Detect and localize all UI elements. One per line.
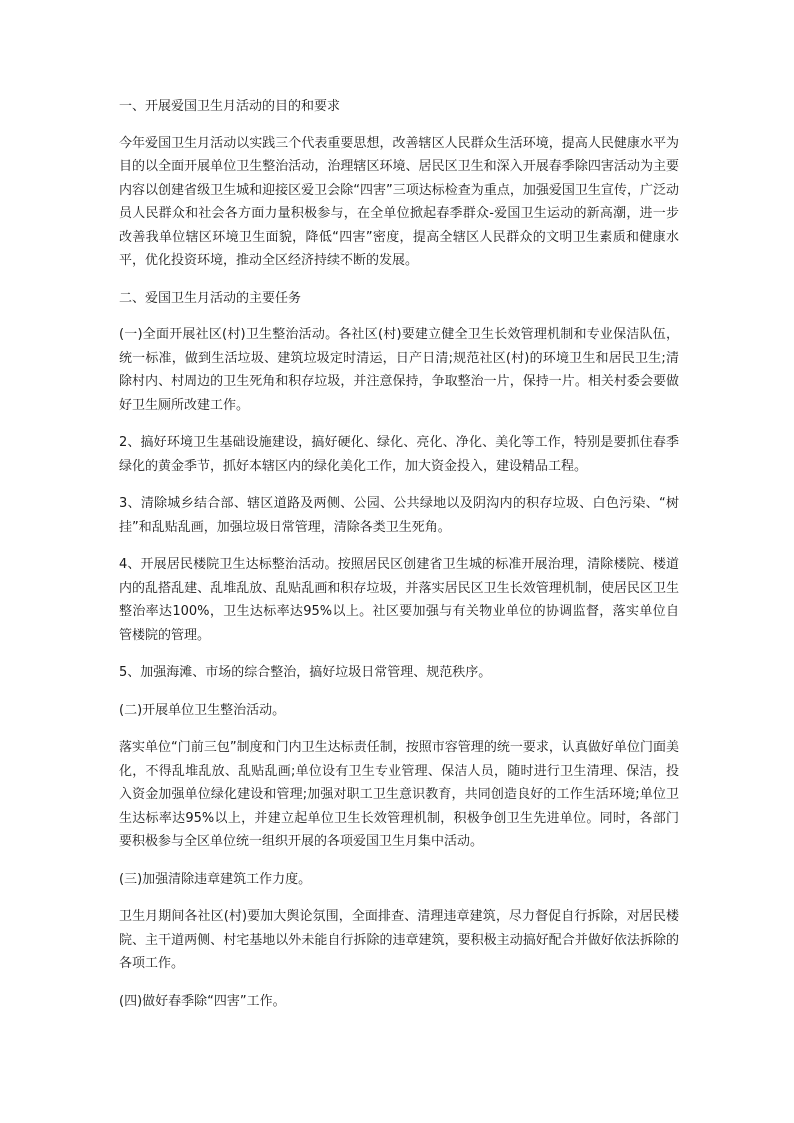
section-heading-2: 二、爱国卫生月活动的主要任务 xyxy=(119,290,302,306)
paragraph-unit-cleanup-title: (二)开展单位卫生整治活动。 xyxy=(119,702,286,718)
document-body xyxy=(119,95,679,1013)
paragraph-infrastructure: 2、搞好环境卫生基础设施建设，搞好硬化、绿化、亮化、净化、美化等工作，特别是要抓住春季绿化的黄金季节，抓好本辖区内的绿化美化工作，加大资金投入，建设精品工程。 xyxy=(119,435,679,474)
paragraph-garbage-removal: 3、清除城乡结合部、辖区道路及两侧、公园、公共绿地以及阴沟内的积存垃圾、白色污染、“树挂”和乱贴乱画，加强垃圾日常管理，清除各类卫生死角。 xyxy=(119,496,679,535)
paragraph-illegal-building-title: (三)加强清除违章建筑工作力度。 xyxy=(119,871,312,887)
paragraph-residential: 4、开展居民楼院卫生达标整治活动。按照居民区创建省卫生城的标准开展治理，清除楼院、楼道内的乱搭乱建、乱堆乱放、乱贴乱画和积存垃圾，并落实居民区卫生长效管理机制，使居民区卫生整治率达100%，卫生达标率达95%以上。社区要加强与有关物业单位的协调监督，落实单位自管楼院的管理。 xyxy=(119,557,679,643)
paragraph-beach-market: 5、加强海滩、市场的综合整治，搞好垃圾日常管理、规范秩序。 xyxy=(119,665,492,680)
paragraph-unit-cleanup: 落实单位“门前三包”制度和门内卫生达标责任制，按照市容管理的统一要求，认真做好单位门面美化，不得乱堆乱放、乱贴乱画;单位设有卫生专业管理、保洁人员，随时进行卫生清理、保洁，投入资金加强单位绿化建设和管理;加强对职工卫生意识教育，共同创造良好的工作生活环境;单位卫生达标率达95%以上，并建立起单位卫生长效管理机制，积极争创卫生先进单位。同时，各部门要积极参与全区单位统一组织开展的各项爱国卫生月集中活动。 xyxy=(119,740,679,849)
paragraph-community-cleanup: (一)全面开展社区(村)卫生整治活动。各社区(村)要建立健全卫生长效管理机制和专业保洁队伍，统一标准，做到生活垃圾、建筑垃圾定时清运，日产日清;规范社区(村)的环境卫生和居民卫生;清除村内、村周边的卫生死角和积存垃圾，并注意保持，争取整治一片，保持一片。相关村委会要做好卫生厕所改建工作。 xyxy=(119,327,679,413)
paragraph-four-pests-title: (四)做好春季除“四害”工作。 xyxy=(119,993,286,1009)
paragraph-illegal-building: 卫生月期间各社区(村)要加大舆论氛围，全面排查、清理违章建筑，尽力督促自行拆除，对居民楼院、主干道两侧、村宅基地以外未能自行拆除的违章建筑，要积极主动搞好配合并做好依法拆除的各项工作。 xyxy=(119,909,679,971)
section-heading-1: 一、开展爱国卫生月活动的目的和要求 xyxy=(119,99,341,114)
paragraph-purpose: 今年爱国卫生月活动以实践三个代表重要思想，改善辖区人民群众生活环境，提高人民健康水平为目的以全面开展单位卫生整治活动，治理辖区环境、居民区卫生和深入开展春季除四害活动为主要内容以创建省级卫生城和迎接区爱卫会除“四害”三项达标检查为重点，加强爱国卫生宣传，广泛动员人民群众和社会各方面力量积极参与，在全单位掀起春季群众-爱国卫生运动的新高潮，进一步改善我单位辖区环境卫生面貌，降低“四害”密度，提高全辖区人民群众的文明卫生素质和健康水平，优化投资环境，推动全区经济持续不断的发展。 xyxy=(119,135,679,268)
